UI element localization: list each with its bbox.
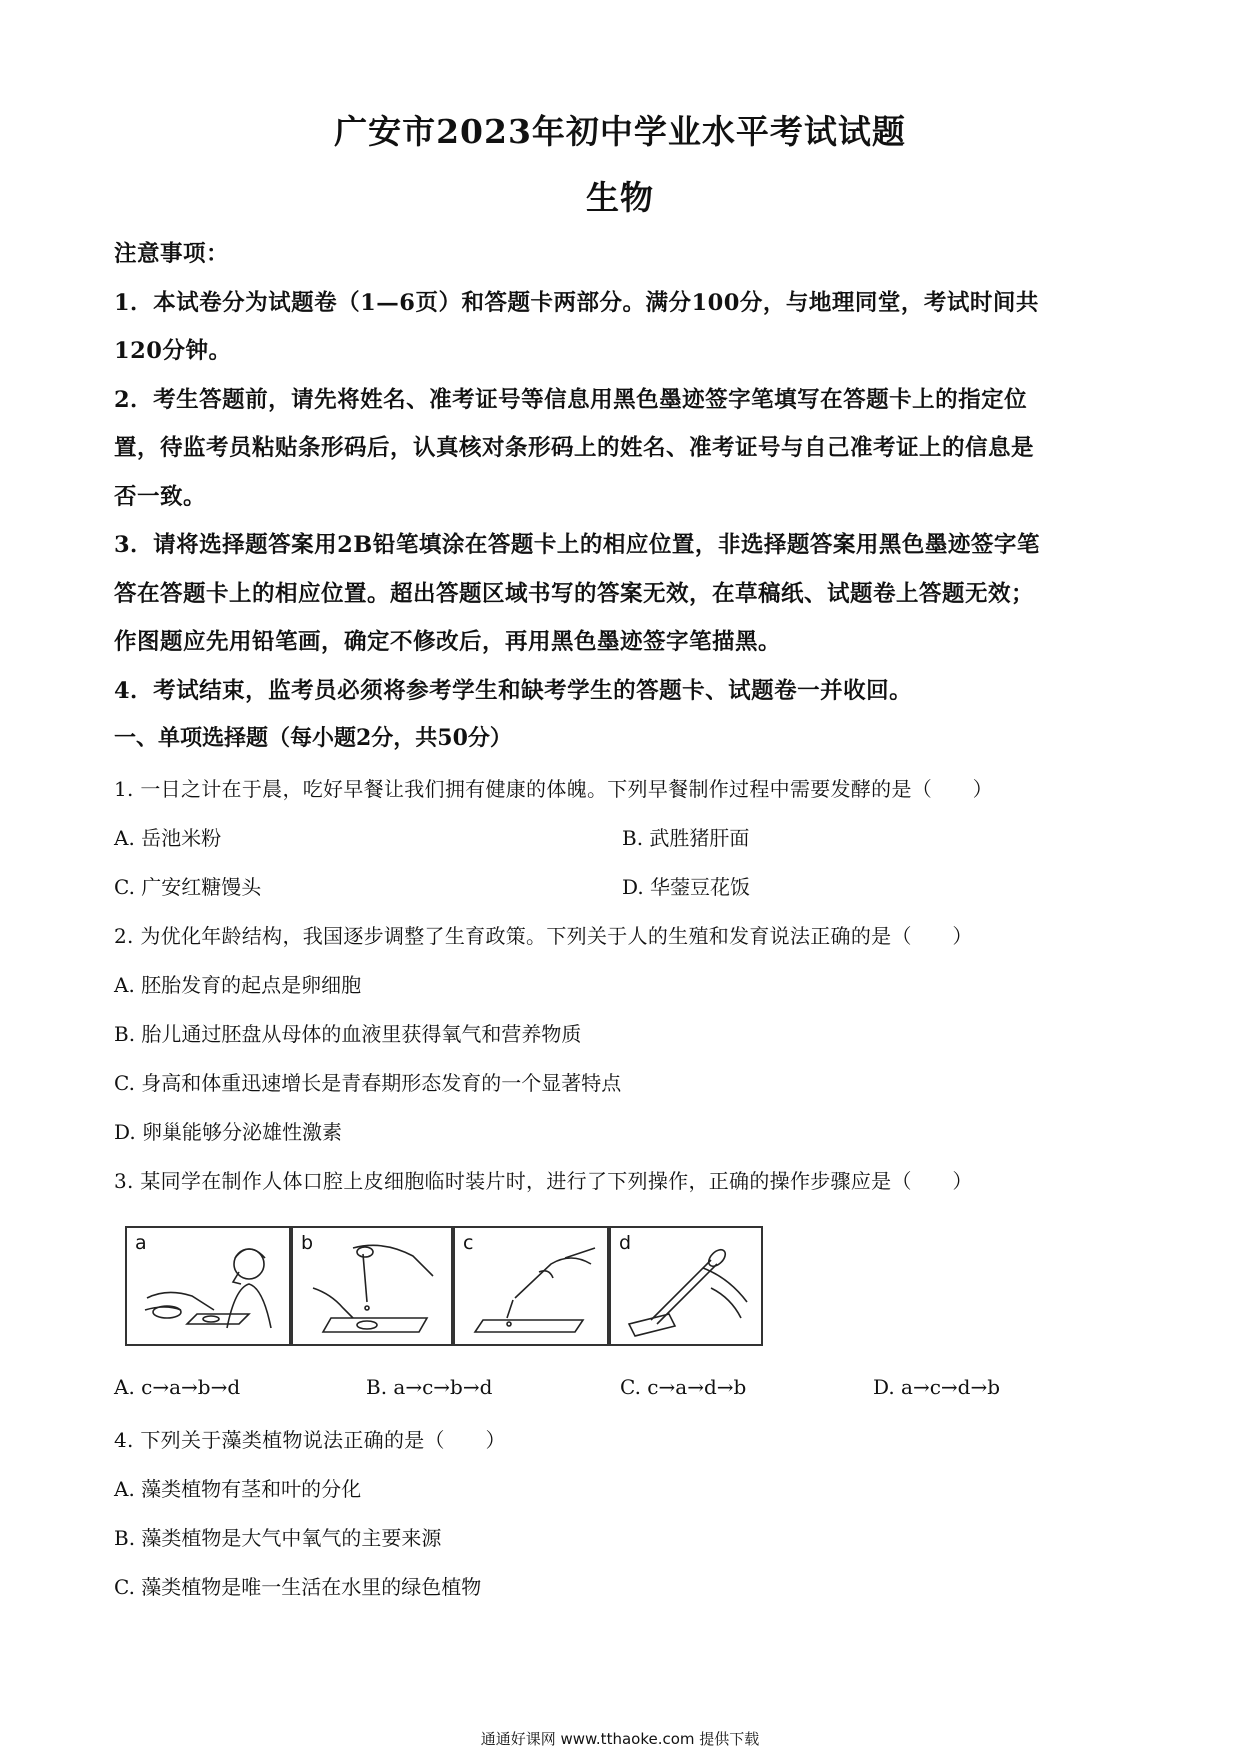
question-1-option-c: C. 广安红糖馒头 xyxy=(114,875,262,899)
question-1-option-a: A. 岳池米粉 xyxy=(114,826,222,850)
figure-panel-b xyxy=(291,1226,453,1346)
notice-line: 120分钟。 xyxy=(114,338,232,364)
exam-title: 广安市2023年初中学业水平考试试题 xyxy=(334,112,906,151)
question-4-option-a: A. 藻类植物有茎和叶的分化 xyxy=(114,1477,362,1501)
dropper-slide-illustration xyxy=(293,1228,451,1344)
question-2-stem: 2. 为优化年龄结构，我国逐步调整了生育政策。下列关于人的生殖和发育说法正确的是（ ） xyxy=(114,924,973,948)
notice-line: 作图题应先用铅笔画，确定不修改后，再用黑色墨迹签字笔描黑。 xyxy=(114,629,782,655)
question-1-option-b: B. 武胜猪肝面 xyxy=(622,826,750,850)
question-3-stem: 3. 某同学在制作人体口腔上皮细胞临时装片时，进行了下列操作，正确的操作步骤应是（ ） xyxy=(114,1169,973,1193)
question-3-option-b: B. a→c→b→d xyxy=(366,1375,493,1399)
figure-panel-c xyxy=(453,1226,609,1346)
question-1-option-d: D. 华蓥豆花饭 xyxy=(622,875,751,899)
staining-illustration xyxy=(611,1228,761,1344)
question-2-option-a: A. 胚胎发育的起点是卵细胞 xyxy=(114,973,362,997)
notice-line: 答在答题卡上的相应位置。超出答题区域书写的答案无效，在草稿纸、试题卷上答题无效； xyxy=(114,581,1035,607)
question-3-option-c: C. c→a→d→b xyxy=(620,1375,747,1399)
figure-panel-a xyxy=(125,1226,291,1346)
question-4-option-b: B. 藻类植物是大气中氧气的主要来源 xyxy=(114,1526,442,1550)
page-footer: 通通好课网 www.tthaoke.com 提供下载 xyxy=(480,1730,760,1748)
notice-line: 2．考生答题前，请先将姓名、准考证号等信息用黑色墨迹签字笔填写在答题卡上的指定位 xyxy=(114,387,1028,413)
question-4-stem: 4. 下列关于藻类植物说法正确的是（ ） xyxy=(114,1428,506,1452)
question-2-option-c: C. 身高和体重迅速增长是青春期形态发育的一个显著特点 xyxy=(114,1071,622,1095)
notice-line: 否一致。 xyxy=(114,484,207,510)
figure-label-d: d xyxy=(619,1232,632,1254)
notice-heading: 注意事项： xyxy=(114,241,230,267)
question-3-option-a: A. c→a→b→d xyxy=(114,1375,241,1399)
section-heading: 一、单项选择题（每小题2分，共50分） xyxy=(114,725,512,751)
dropping-saline-illustration xyxy=(455,1228,607,1344)
notice-line: 1．本试卷分为试题卷（1—6页）和答题卡两部分。满分100分，与地理同堂，考试时间共 xyxy=(114,290,1039,316)
figure-label-a: a xyxy=(135,1232,147,1254)
question-2-option-d: D. 卵巢能够分泌雄性激素 xyxy=(114,1120,343,1144)
figure-panel-d xyxy=(609,1226,763,1346)
notice-line: 置，待监考员粘贴条形码后，认真核对条形码上的姓名、准考证号与自己准考证上的信息是 xyxy=(114,435,1035,461)
scraping-cheek-illustration xyxy=(127,1228,289,1344)
question-2-option-b: B. 胎儿通过胚盘从母体的血液里获得氧气和营养物质 xyxy=(114,1022,582,1046)
question-3-option-d: D. a→c→d→b xyxy=(873,1375,1001,1399)
question-4-option-c: C. 藻类植物是唯一生活在水里的绿色植物 xyxy=(114,1575,482,1599)
notice-line: 3．请将选择题答案用2B铅笔填涂在答题卡上的相应位置，非选择题答案用黑色墨迹签字笔 xyxy=(114,532,1040,558)
exam-subject: 生物 xyxy=(586,178,654,217)
question-1-stem: 1. 一日之计在于晨，吃好早餐让我们拥有健康的体魄。下列早餐制作过程中需要发酵的是（ ） xyxy=(114,777,993,801)
notice-line: 4．考试结束，监考员必须将参考学生和缺考学生的答题卡、试题卷一并收回。 xyxy=(114,678,913,704)
figure-label-c: c xyxy=(463,1232,474,1254)
figure-label-b: b xyxy=(301,1232,314,1254)
